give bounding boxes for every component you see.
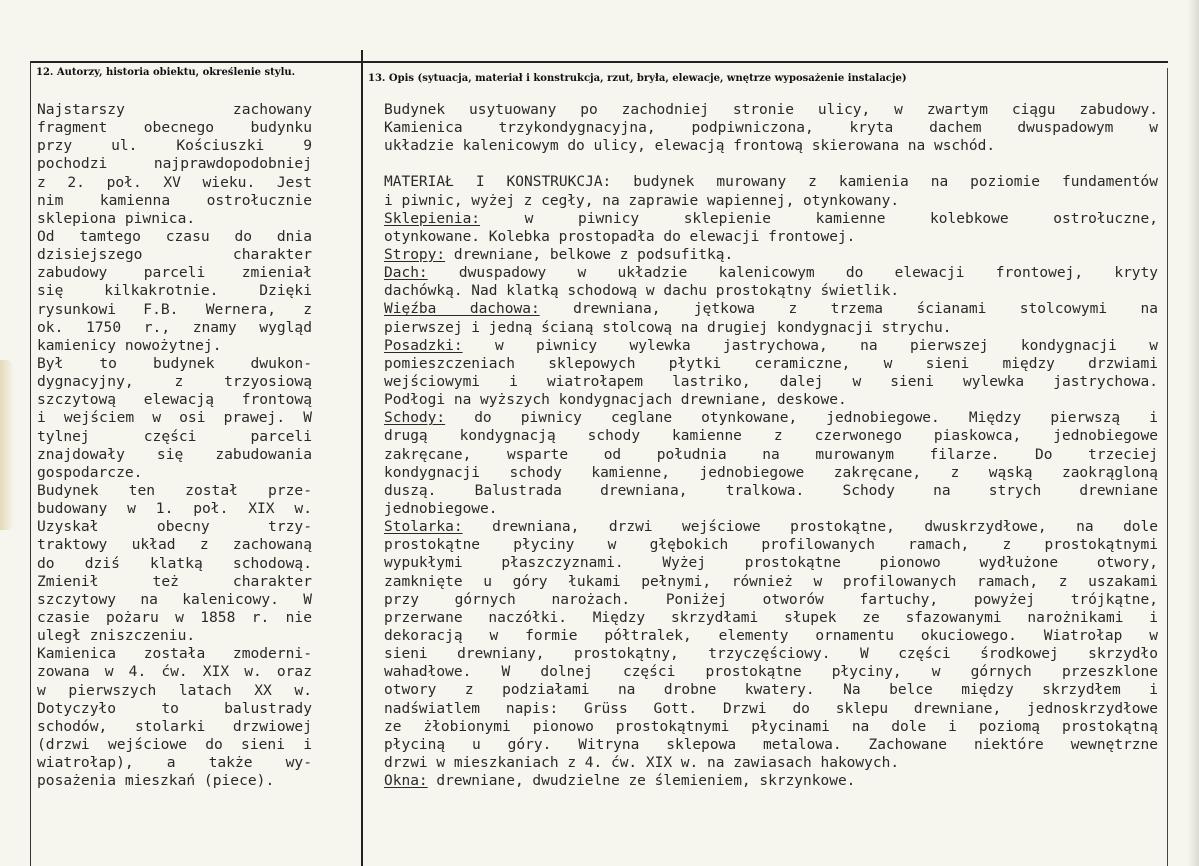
text-line: kamienicy nowożytnej.: [37, 336, 222, 354]
text-line: otwory z podziałami na drobne kwatery. Na belce między skrzydłem i: [384, 682, 1158, 699]
section-label: Posadzki:: [384, 337, 463, 354]
text-line: ze żłobionymi pionowo prostokątnymi płycinami na dole i poziomą prostokątną: [384, 718, 1158, 735]
text-line: prostokątne płyciny w głębokich profilowanych ramach, z prostokątnymi: [384, 537, 1158, 554]
text-line: Kamienica trzykondygnacyjna, podpiwniczona, kryta dachem dwuspadowym w: [384, 120, 1158, 137]
material-paragraph: [384, 173, 1158, 209]
section-text: drewniana, drzwi wejściowe prostokątne, dwuskrzydłowe, na dole: [462, 519, 1158, 536]
paper-stain: [0, 360, 14, 530]
description-text-column: [384, 101, 1158, 790]
form-right-rule: [1167, 68, 1168, 866]
section-12-header: 12. Autorzy, historia obiektu, określenie stylu.: [36, 67, 296, 78]
section-schody: [384, 409, 1158, 518]
section-text: drewniana, jętkowa z trzema ścianami stolcowymi na: [539, 301, 1159, 318]
text-line: fragment obecnego budynku: [37, 119, 312, 137]
text-line: Budynek usytuowany po zachodniej stronie ulicy, w zwartym ciągu zabudowy.: [384, 102, 1158, 118]
text-line: Był to budynek dwukon-: [37, 354, 312, 372]
text-line: [384, 409, 1158, 427]
section-posadzki: [384, 337, 1158, 410]
text-line: do dziś klatką schodową.: [37, 554, 312, 572]
text-line: i piwnic, wyżej z cegły, na zaprawie wapiennej, otynkowany.: [384, 192, 900, 209]
section-wiezba: [384, 300, 1158, 336]
text-line: Podłogi na wyższych kondygnacjach drewniane, deskowe.: [384, 392, 847, 409]
text-line: sieni drewniany, prostokątny, trzyczęściowy. W części środkowej skrzydło: [384, 646, 1158, 663]
text-line: i wejściem w osi prawej. W: [37, 409, 312, 427]
text-line: dekoracją w formie półtralek, elementy ornamentu okuciowego. Wiatrołap w: [384, 627, 1158, 644]
text-line: zakręcane, wsparte od południa na murowanym filarze. Do trzeciej: [384, 446, 1158, 463]
text-line: zamknięte u góry łukami pełnymi, również w profilowanych ramach, z uszakami: [384, 573, 1158, 590]
text-line: tylnej części parceli: [37, 427, 312, 445]
text-line: [384, 518, 1158, 536]
form-left-rule: [30, 61, 31, 866]
text-line: budowany w 1. poł. XIX w.: [37, 500, 312, 518]
section-text: w piwnicy wylewka jastrychowa, na pierwszej kondygnacji w: [462, 337, 1158, 354]
text-line: Najstarszy zachowany: [37, 101, 312, 118]
text-line: [384, 300, 1158, 318]
text-line: schodów, stolarki drzwiowej: [37, 717, 312, 735]
text-line: znajdowały się zabudowania: [37, 445, 312, 463]
section-text: do piwnicy ceglane otynkowane, jednobiegowe. Między pierwszą i: [445, 410, 1158, 427]
text-line: pierwszej i jedną ścianą stolcową na drugiej kondygnacji strychu.: [384, 319, 952, 336]
text-line: Od tamtego czasu do dnia: [37, 227, 312, 245]
section-label: Sklepienia:: [384, 210, 481, 227]
text-line: posażenia mieszkań (piece).: [37, 772, 275, 790]
section-text: drewniane, dwudzielne ze ślemieniem, skrzynkowe.: [427, 773, 856, 790]
section-label: Więźba dachowa:: [384, 301, 540, 318]
text-line: w pierwszych latach XX w.: [37, 681, 312, 699]
text-line: płyciną u góry. Witryna sklepowa metalowa. Zachowane niektóre wewnętrzne: [384, 736, 1158, 753]
text-line: nadświatlem napis: Grüss Gott. Drzwi do sklepu drewniane, jednoskrzydłowe: [384, 700, 1158, 717]
text-line: przerwane naczółki. Między skrzydłami słupek ze sfazowanymi narożnikami i: [384, 609, 1158, 626]
text-line: nim kamienna ostrołucznie: [37, 191, 312, 209]
text-line: gospodarcze.: [37, 463, 143, 481]
intro-paragraph: [384, 101, 1158, 155]
section-okna: [384, 772, 1158, 790]
text-line: Dotyczyło to balustrady: [37, 699, 312, 717]
text-line: (drzwi wejściowe do sieni i: [37, 735, 312, 753]
text-line: układzie kalenicowym do ulicy, elewacją frontową skierowana na wschód.: [384, 138, 996, 155]
text-line: zabudowy parceli zmieniał: [37, 264, 312, 282]
form-column-divider: [361, 50, 363, 866]
text-line: [384, 210, 1158, 228]
section-label: Dach:: [384, 265, 428, 282]
text-line: traktowy układ z zachowaną: [37, 536, 312, 554]
text-line: pomieszczeniach sklepowych płytki ceramiczne, w sieni między drzwiami: [384, 355, 1158, 372]
text-line: drugą kondygnacją schody kamienne z czerwonego piaskowca, jednobiegowe: [384, 428, 1158, 445]
text-line: przy ul. Kościuszki 9: [37, 137, 312, 155]
text-line: Uzyskał obecny trzy-: [37, 518, 312, 536]
text-line: [384, 337, 1158, 355]
text-line: się kilkakrotnie. Dzięki: [37, 282, 312, 300]
section-text: w piwnicy sklepienie kamienne kolebkowe ostrołuczne,: [480, 210, 1158, 227]
text-line: kondygnacji schody kamienne, jednobiegowe zakręcane, z wąską zaokrągloną: [384, 464, 1158, 481]
text-line: zowana w 4. ćw. XIX w. oraz: [37, 663, 312, 681]
text-line: szczytowy na kalenicowy. W: [37, 590, 312, 608]
text-line: [384, 772, 1158, 790]
text-line: drzwi w mieszkaniach z 4. ćw. XIX w. na zawiasach hakowych.: [384, 754, 900, 771]
history-text-column: [37, 101, 312, 790]
section-label: Stropy:: [384, 246, 446, 263]
text-line: przy górnych narożach. Poniżej otworów fartuchy, powyżej trójkątne,: [384, 591, 1158, 608]
text-line: dygnacyjny, z trzyosiową: [37, 373, 312, 391]
text-line: duszą. Balustrada drewniana, tralkowa. Schody na strych drewniane: [384, 482, 1158, 499]
section-label: Okna:: [384, 773, 428, 790]
section-13-header: 13. Opis (sytuacja, materiał i konstrukcja, rzut, bryła, elewacje, wnętrze wyposażenie instalacje): [368, 73, 907, 84]
section-stropy: [384, 246, 1158, 264]
text-line: Zmienił też charakter: [37, 572, 312, 590]
text-line: jednobiegowe.: [384, 500, 498, 517]
text-line: rysunkowi F.B. Wernera, z: [37, 300, 312, 318]
text-line: wahadłowe. W dolnej części prostokątne płyciny, w górnych przeszklone: [384, 664, 1158, 681]
text-line: Kamienica została zmoderni-: [37, 645, 312, 663]
section-text: drewniane, belkowe z podsufitką.: [445, 246, 734, 263]
section-sklepienia: [384, 210, 1158, 246]
text-line: czasie pożaru w 1858 r. nie: [37, 608, 312, 626]
text-line: uległ zniszczeniu.: [37, 627, 196, 645]
section-text: dwuspadowy w układzie kalenicowym do elewacji frontowej, kryty: [427, 265, 1158, 282]
text-line: ok. 1750 r., znamy wygląd: [37, 318, 312, 336]
text-line: szczytową elewacją frontową: [37, 391, 312, 409]
section-stolarka: [384, 518, 1158, 772]
form-top-rule: [30, 61, 1168, 63]
section-label: Schody:: [384, 410, 446, 427]
text-line: sklepiona piwnica.: [37, 209, 196, 227]
text-line: wypukłymi płaszczyznami. Wyżej prostokątne pionowo wydłużone otwory,: [384, 555, 1158, 572]
text-line: wejściowymi i wiatrołapem lastriko, dalej w sieni wylewka jastrychowa.: [384, 373, 1158, 390]
scan-edge: [1188, 0, 1199, 866]
text-line: z 2. poł. XV wieku. Jest: [37, 173, 312, 191]
text-line: MATERIAŁ I KONSTRUKCJA: budynek murowany z kamienia na poziomie fundamentów: [384, 174, 1158, 191]
text-line: dachówką. Nad klatką schodową w dachu prostokątny świetlik.: [384, 283, 900, 300]
section-dach: [384, 264, 1158, 300]
text-line: wiatrołap), a także wy-: [37, 754, 312, 772]
section-label: Stolarka:: [384, 519, 463, 536]
text-line: pochodzi najprawdopodobniej: [37, 155, 312, 173]
text-line: [384, 264, 1158, 282]
text-line: dzisiejszego charakter: [37, 246, 312, 264]
text-line: Budynek ten został prze-: [37, 481, 312, 499]
text-line: [384, 246, 1158, 264]
text-line: otynkowane. Kolebka prostopadła do elewacji frontowej.: [384, 228, 856, 245]
